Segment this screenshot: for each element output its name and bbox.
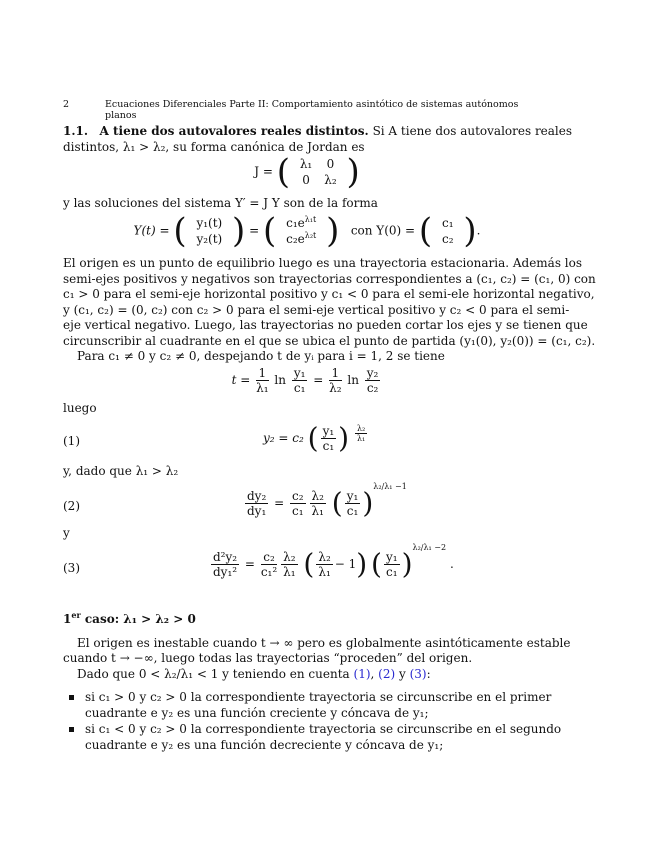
numerator: dy₂ [247,489,267,503]
matrix-cell: 0 [326,157,335,171]
paragraph-line: c₁ > 0 para el semi-eje horizontal positivo y c₁ < 0 para el semi-ele horizontal negativo, [63,287,595,301]
case-number: 1 [63,612,72,626]
period: . [476,223,481,238]
jordan-lhs: J = [254,164,273,179]
numerator: y₁ [385,550,398,564]
denominator: c₁ [346,504,359,518]
eq-ref-1[interactable]: (1) [353,667,371,681]
dado-text: Dado que 0 < λ₂/λ₁ < 1 y teniendo en cuenta [77,667,350,681]
minus-one: − 1 [334,557,357,571]
numerator: y₁ [293,366,306,380]
fraction [345,489,361,518]
equation-label: (2) [63,499,80,513]
denominator: c₁ [386,565,398,579]
section-intro-line2: distintos, λ₁ > λ₂, su forma canónica de Jordan es [63,139,365,154]
section-number: 1.1. [63,124,89,138]
paragraph-line: circunscribir al cuadrante en el que se ubica el punto de partida (y₁(0), y₂(0)) = (c₁, c₂). [63,333,596,348]
fraction [261,550,277,579]
denominator: λ₂ [329,381,342,395]
equilibrium-paragraph [63,256,596,349]
numerator: y₁ [322,424,335,438]
vector-cell: y₁(t) [196,216,223,230]
paragraph-line: El origen es un punto de equilibrio luego es una trayectoria estacionaria. Además los [63,256,583,270]
eq-ref-2[interactable]: (2) [378,667,396,681]
luego-line [63,401,551,417]
period: . [449,557,454,571]
numerator: 1 [329,366,341,381]
fraction [292,366,308,395]
vector-cell: c₁ [442,216,454,230]
denominator: λ₁ [318,565,331,579]
equals: = [313,373,324,387]
denominator: dy₁ [247,504,267,518]
list-item-line: cuadrante e y₂ es una función decreciente y cóncava de y₁; [85,737,444,752]
ln: ln [347,373,359,387]
equation-label: (3) [63,561,80,575]
denominator: λ₁ [356,434,366,443]
fraction [245,489,268,518]
equation-body: $\frac{\text{dy₂}}{\text{dy₁}}$ = $\frac{\text{c₂}}{\text{c₁}}$ $\frac{\text{λ₂}}{\text{λ₁}}$ ( $\frac{\text{y₁}}{\text{c₁}}$ )$^{\lambda_2/\lambda_1 -1}$ [247,482,407,520]
paragraph-line: Para c₁ ≠ 0 y c₂ ≠ 0, despejando t de yᵢ para i = 1, 2 se tiene [77,349,445,363]
solution-lhs: Y(t) = [133,223,170,238]
matrix-cell: λ₁ [299,157,313,171]
equation-body: $\frac{\text{d²y₂}}{\text{dy₁²}}$ = $\frac{\text{c₂}}{\text{c₁²}}$ $\frac{\text{λ₂}}{\text{λ₁}}$ ( $\frac{\text{λ₂}}{\text{λ₁}}$ − 1) ( $\frac{\text{y₁}}{\text{c₁}}$ )$^{\lambda_2/\lambda_1 -2}$ . [213,543,454,581]
numerator: λ₂ [311,489,324,503]
denominator: dy₁² [213,565,238,579]
numerator: d²y₂ [213,550,238,564]
jordan-matrix [294,156,343,188]
numerator: y₁ [346,489,359,503]
separator: y [399,667,406,681]
case1-heading [63,612,551,628]
denominator: λ₁ [283,565,296,579]
paragraph-line: y [63,526,70,540]
fraction [365,366,381,395]
fraction [384,550,400,579]
denominator: λ₁ [256,381,269,395]
numerator: c₂ [292,489,304,503]
case-ordinal: er [71,610,81,620]
solution-equation: Y(t) = ( y₁(t) y₂(t) ) = ( $c_1e^{\lambda_1t}$ $c_2e^{\lambda_2t}$ ) con Y(0) = ( c₁ c₂ ). [133,211,481,251]
numerator: 1 [256,366,268,381]
separator: , [370,667,375,681]
denominator: c₂ [366,381,379,395]
section-intro-tail: Si A tiene dos autovalores reales [372,124,573,138]
list-item-line: cuadrante e y₂ es una función creciente y cóncava de y₁; [85,705,429,720]
matrix-cell: λ₂ [324,173,337,187]
fraction [281,550,297,579]
case1-paragraph-cont [63,651,551,667]
denominator: c₁ [322,439,335,453]
bullet-icon [69,727,74,732]
equals: = [244,557,255,571]
case-title: caso: λ₁ > λ₂ > 0 [84,612,196,626]
bullet-icon [69,695,74,700]
eq1-lhs: y₂ = c₂ [263,431,304,445]
paragraph-line: semi-ejes positivos y negativos son trayectorias correspondientes a (c₁, c₂) = (c₁, 0) con [63,271,596,286]
numerator: y₂ [366,366,379,380]
ln: ln [274,373,286,387]
dado-line [63,464,551,480]
denominator: c₁ [292,504,304,518]
case1-dado [63,667,551,683]
t-lhs: t = [231,373,251,387]
numerator: λ₂ [318,550,331,564]
numerator: λ₂ [283,550,296,564]
numerator: λ₂ [356,424,366,433]
matrix-cell: 0 [302,173,310,187]
equation-1 [63,421,551,464]
page-number: 2 [63,99,70,110]
jordan-equation: J = ( λ₁ 0 0 λ₂ ) [254,152,360,192]
exponent: λ₂/λ₁ −1 [373,482,407,491]
exp-term: c₂e [286,232,305,246]
equals: = [274,496,285,510]
y-line [63,526,551,542]
solution-intro [63,196,551,212]
colon: : [426,667,431,681]
denominator: c₁ [293,381,306,395]
paragraph-line: cuando t → −∞, luego todas las trayectorias “proceden” del origen. [63,651,473,665]
exponent-fraction [355,424,367,443]
case1-paragraph [63,636,571,652]
fraction [321,424,337,453]
list-item-line: si c₁ > 0 y c₂ > 0 la correspondiente trayectoria se circunscribe en el primer [85,690,552,704]
paragraph-line: luego [63,401,97,415]
paragraph-line: y, dado que λ₁ > λ₂ [63,464,179,478]
vector-cell: y₂(t) [196,232,223,246]
equation-label: (1) [63,434,80,448]
equals: = [249,223,260,238]
paragraph-line: eje vertical negativo. Luego, las trayectorias no pueden cortar los ejes y se tienen que [63,318,588,332]
para2 [63,349,551,365]
exp-term: c₁e [286,216,305,230]
initial-condition: con Y(0) = [350,223,416,238]
fraction [290,489,306,518]
list-item-line: si c₁ < 0 y c₂ > 0 la correspondiente trayectoria se circunscribe en el segundo [85,722,562,736]
fraction [329,366,341,395]
fraction [316,550,332,579]
exponent: λ₁t [304,215,317,224]
fraction [256,366,268,395]
eq-ref-3[interactable]: (3) [409,667,427,681]
fraction [211,550,239,579]
exponent: λ₂/λ₁ −2 [412,543,447,552]
denominator: c₁² [260,565,278,579]
running-title: Ecuaciones Diferenciales Parte II: Comportamiento asintótico de sistemas autónomos planos [105,99,519,121]
numerator: c₂ [261,550,277,565]
equation-body: y₂ = c₂ ( $\frac{\text{y₁}}{\text{c₁}}$ ) $\frac{\text{λ₂}}{\text{λ₁}}$ [263,421,366,455]
vector-cell: c₂ [442,232,454,246]
section-intro [63,124,573,155]
denominator: λ₁ [311,504,324,518]
section-title: A tiene dos autovalores reales distintos. [99,124,369,138]
paragraph-line: El origen es inestable cuando t → ∞ pero es globalmente asintóticamente estable [77,636,571,650]
t-equation [63,366,551,395]
exponent: λ₂t [304,231,317,240]
fraction [310,489,326,518]
paragraph-line: y (c₁, c₂) = (0, c₂) con c₂ > 0 para el semi-eje vertical positivo y c₂ < 0 para el semi- [63,302,570,317]
solution-intro-text: y las soluciones del sistema Y′ = J Y son de la forma [63,196,378,210]
